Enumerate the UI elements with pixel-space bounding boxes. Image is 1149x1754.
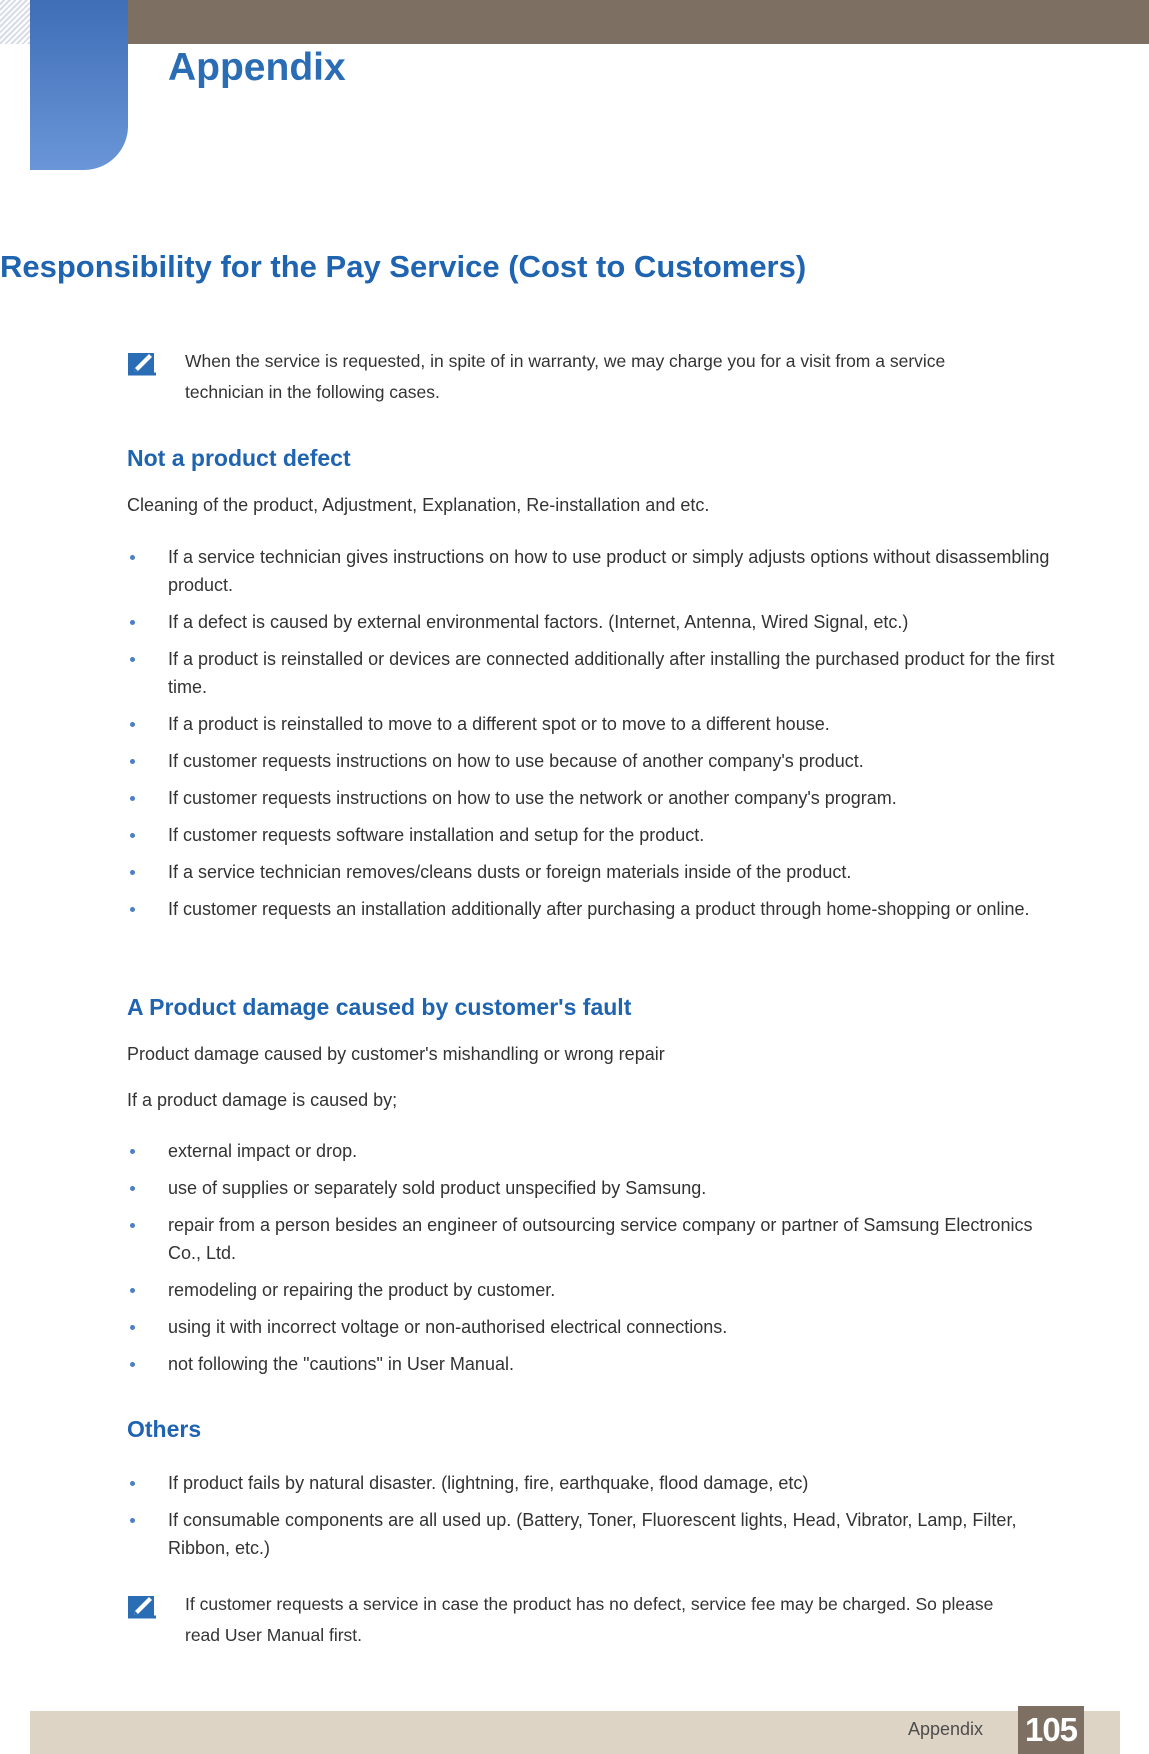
bullet-icon (130, 796, 135, 801)
bullet-icon (130, 620, 135, 625)
note-intro (127, 346, 1027, 408)
chapter-title: Appendix (168, 46, 346, 89)
note-closing (127, 1589, 1027, 1651)
list-item: If customer requests software installation and setup for the product. (127, 821, 1067, 849)
list-item: If a service technician gives instructions on how to use product or simply adjusts options without disassembling product. (127, 543, 1067, 599)
list-item: use of supplies or separately sold product unspecified by Samsung. (127, 1174, 1067, 1202)
page-title: Responsibility for the Pay Service (Cost to Customers) (0, 249, 807, 284)
chapter-tab (30, 0, 128, 170)
list-item: external impact or drop. (127, 1137, 1067, 1165)
damage-intro-2: If a product damage is caused by; (127, 1090, 398, 1110)
bullet-icon (130, 1149, 135, 1154)
not-defect-list (127, 543, 1067, 932)
bullet-icon (130, 833, 135, 838)
bullet-icon (130, 1325, 135, 1330)
list-item: If a service technician removes/cleans dusts or foreign materials inside of the product. (127, 858, 1067, 886)
bullet-icon (130, 907, 135, 912)
list-item: If a defect is caused by external environmental factors. (Internet, Antenna, Wired Signal, etc.) (127, 608, 1067, 636)
bullet-icon (130, 1362, 135, 1367)
bullet-icon (130, 722, 135, 727)
bullet-icon (130, 870, 135, 875)
list-item: using it with incorrect voltage or non-authorised electrical connections. (127, 1313, 1067, 1341)
list-item: If consumable components are all used up. (Battery, Toner, Fluorescent lights, Head, Vibrator, Lamp, Filter, Ribbon, etc.) (127, 1506, 1067, 1562)
list-item: If customer requests an installation additionally after purchasing a product through home-shopping or online. (127, 895, 1067, 923)
not-defect-intro: Cleaning of the product, Adjustment, Explanation, Re-installation and etc. (127, 495, 710, 515)
damage-intro-1: Product damage caused by customer's mishandling or wrong repair (127, 1044, 665, 1064)
section-heading-others: Others (127, 1416, 202, 1442)
bullet-icon (130, 1186, 135, 1191)
bullet-icon (130, 759, 135, 764)
note-icon (127, 346, 157, 376)
section-heading-not-defect: Not a product defect (127, 445, 351, 471)
note-closing-text: If customer requests a service in case the product has no defect, service fee may be charged. So please read User Manual first. (185, 1594, 994, 1645)
section-heading-damage: A Product damage caused by customer's fault (127, 994, 632, 1020)
top-header-bar (0, 0, 1149, 44)
bullet-icon (130, 1288, 135, 1293)
list-item: If product fails by natural disaster. (lightning, fire, earthquake, flood damage, etc) (127, 1469, 1067, 1497)
list-item: If customer requests instructions on how to use the network or another company's program. (127, 784, 1067, 812)
others-list (127, 1469, 1067, 1571)
bullet-icon (130, 555, 135, 560)
list-item: not following the "cautions" in User Manual. (127, 1350, 1067, 1378)
note-intro-text: When the service is requested, in spite of in warranty, we may charge you for a visit from a service technician in the following cases. (185, 351, 946, 402)
page-number: 105 (1018, 1706, 1084, 1754)
list-item: If a product is reinstalled to move to a different spot or to move to a different house. (127, 710, 1067, 738)
bullet-icon (130, 1223, 135, 1228)
damage-list (127, 1137, 1067, 1387)
footer-section-label: Appendix (908, 1719, 984, 1739)
list-item: repair from a person besides an engineer of outsourcing service company or partner of Samsung Electronics Co., Ltd. (127, 1211, 1067, 1267)
note-icon (127, 1589, 157, 1619)
list-item: If a product is reinstalled or devices are connected additionally after installing the purchased product for the first time. (127, 645, 1067, 701)
header-hatch-pattern (0, 0, 30, 44)
list-item: If customer requests instructions on how to use because of another company's product. (127, 747, 1067, 775)
bullet-icon (130, 657, 135, 662)
bullet-icon (130, 1481, 135, 1486)
bullet-icon (130, 1518, 135, 1523)
list-item: remodeling or repairing the product by customer. (127, 1276, 1067, 1304)
